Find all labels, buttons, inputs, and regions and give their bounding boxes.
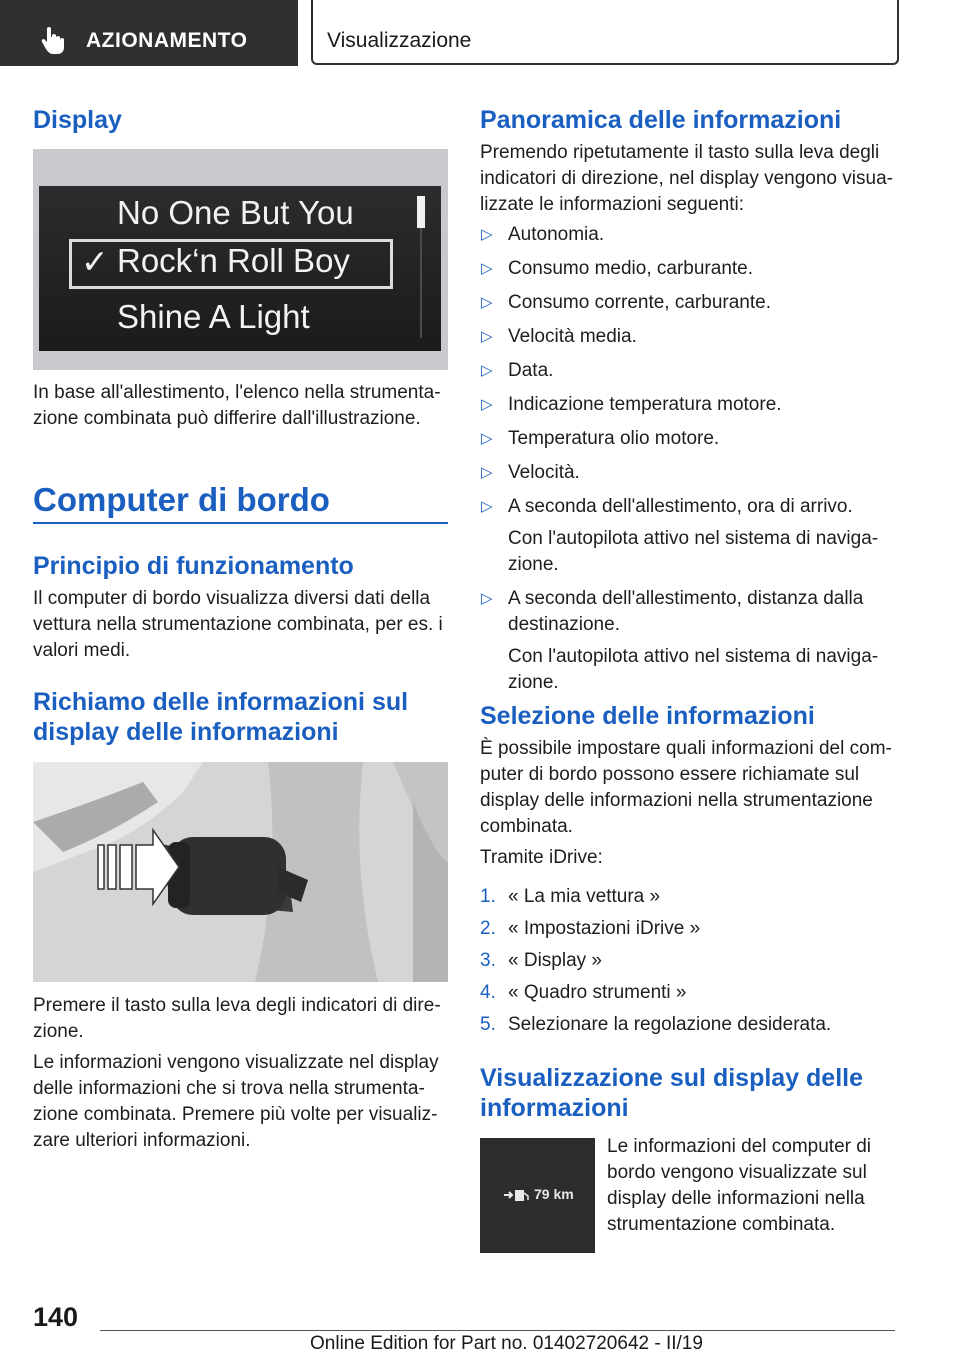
- bullet-triangle-icon: ▷: [481, 328, 493, 345]
- info-list-item: [480, 586, 895, 696]
- step-text: « La mia vettura »: [508, 886, 661, 907]
- selection-text: È possibile impostare quali informazioni del computer di bordo possono essere richiamate sul display delle informazioni nella strumentazione combinata.: [480, 738, 892, 837]
- fuel-range-icon: [504, 1188, 530, 1202]
- bullet-triangle-icon: ▷: [481, 362, 493, 379]
- info-list-item: [480, 460, 895, 486]
- computer-heading: Computer di bordo: [33, 481, 330, 518]
- footer-edition: Online Edition for Part no. 01402720642 - II/19: [310, 1333, 703, 1354]
- overview-intro: Premendo ripetutamente il tasto sulla leva degli indicatori di direzione, nel display vengono visualizzate le informazioni seguenti:: [480, 142, 893, 215]
- step-number: 2.: [480, 918, 496, 939]
- info-list-text: Velocità media.: [508, 326, 637, 347]
- info-list-text: Autonomia.: [508, 224, 605, 245]
- step-item: [480, 1012, 895, 1038]
- info-list-text: A seconda dell'allestimento, distanza dalla destinazione.: [508, 588, 864, 635]
- info-list-item: [480, 358, 895, 384]
- visual-heading: Visualizzazione sul display delle informazioni: [480, 1064, 864, 1122]
- step-number: 3.: [480, 950, 496, 971]
- display-caption: In base all'allestimento, l'elenco nella strumentazione combinata può differire dall'illustrazione.: [33, 382, 441, 429]
- step-text: « Impostazioni iDrive »: [508, 918, 701, 939]
- display-list-image: [33, 149, 448, 370]
- info-list-item: [480, 494, 895, 578]
- header-subsection-title: Visualizzazione: [327, 29, 472, 52]
- bullet-triangle-icon: ▷: [481, 226, 493, 243]
- step-number: 4.: [480, 982, 496, 1003]
- bullet-triangle-icon: ▷: [481, 590, 493, 607]
- step-text: « Display »: [508, 950, 602, 971]
- scroll-track: [420, 228, 422, 338]
- display-screen: [39, 186, 441, 351]
- info-list-text: Indicazione temperatura motore.: [508, 394, 782, 415]
- step-text: « Quadro strumenti »: [508, 982, 687, 1003]
- info-list-text: A seconda dell'allestimento, ora di arrivo.: [508, 496, 853, 517]
- info-list-text: Data.: [508, 360, 554, 381]
- visual-text: Le informazioni del computer di bordo vengono visualizzate sul display delle informazioni nella strumentazione combinata.: [607, 1136, 872, 1235]
- bullet-triangle-icon: ▷: [481, 498, 493, 515]
- bullet-triangle-icon: ▷: [481, 396, 493, 413]
- header-subsection-tab: [311, 0, 899, 65]
- lever-caption-2: Le informazioni vengono visualizzate nel display delle informazioni che si trova nella strumentazione combinata. Premere più volte per visualizzare ulteriori informazioni.: [33, 1052, 439, 1151]
- display-row-3: Shine A Light: [117, 298, 310, 335]
- idrive-label: Tramite iDrive:: [480, 847, 603, 868]
- info-list-text: Velocità.: [508, 462, 580, 483]
- info-list-text: Temperatura olio motore.: [508, 428, 720, 449]
- step-text: Selezionare la regolazione desiderata.: [508, 1014, 832, 1035]
- step-item: [480, 980, 895, 1006]
- display-row-2: Rock‘n Roll Boy: [117, 242, 350, 279]
- info-list-item: [480, 324, 895, 350]
- lever-illustration: [33, 762, 448, 982]
- page-number: 140: [33, 1302, 79, 1332]
- info-list-item: [480, 392, 895, 418]
- info-list-text: Consumo medio, carburante.: [508, 258, 754, 279]
- footer-rule: [100, 1330, 895, 1331]
- info-list-note: Con l'autopilota attivo nel sistema di navigazione.: [508, 528, 879, 575]
- selection-heading: Selezione delle informazioni: [480, 702, 815, 730]
- recall-heading: Richiamo delle informazioni sul display delle informazioni: [33, 688, 409, 746]
- heading-rule: [33, 522, 448, 524]
- lever-drawing: [33, 762, 448, 982]
- info-list-text: Consumo corrente, carburante.: [508, 292, 771, 313]
- overview-heading: Panoramica delle informazioni: [480, 106, 842, 134]
- dashboard-range-image: [480, 1138, 595, 1253]
- bullet-triangle-icon: ▷: [481, 430, 493, 447]
- step-item: [480, 884, 895, 910]
- info-list-note: Con l'autopilota attivo nel sistema di navigazione.: [508, 646, 879, 693]
- hand-pointer-icon: [40, 26, 66, 54]
- principle-text: Il computer di bordo visualizza diversi dati della vettura nella strumentazione combinata, per es. i valori medi.: [33, 588, 443, 661]
- info-list: [480, 222, 895, 696]
- bullet-triangle-icon: ▷: [481, 260, 493, 277]
- info-list-item: [480, 256, 895, 282]
- range-value: 79 km: [534, 1186, 574, 1202]
- lever-caption-1: Premere il tasto sulla leva degli indicatori di direzione.: [33, 995, 441, 1042]
- info-list-item: [480, 426, 895, 452]
- step-number: 1.: [480, 886, 496, 907]
- step-item: [480, 948, 895, 974]
- step-item: [480, 916, 895, 942]
- scroll-indicator: [417, 196, 425, 228]
- step-number: 5.: [480, 1014, 496, 1035]
- header-section-title: AZIONAMENTO: [86, 29, 248, 52]
- steps-list: [480, 884, 895, 1038]
- principle-heading: Principio di funzionamento: [33, 552, 354, 580]
- info-list-item: [480, 290, 895, 316]
- bullet-triangle-icon: ▷: [481, 294, 493, 311]
- header-section-tab: [0, 0, 298, 66]
- info-list-item: [480, 222, 895, 248]
- checkmark-icon: ✓: [81, 243, 109, 280]
- display-row-1: No One But You: [117, 194, 354, 231]
- bullet-triangle-icon: ▷: [481, 464, 493, 481]
- display-heading: Display: [33, 106, 122, 134]
